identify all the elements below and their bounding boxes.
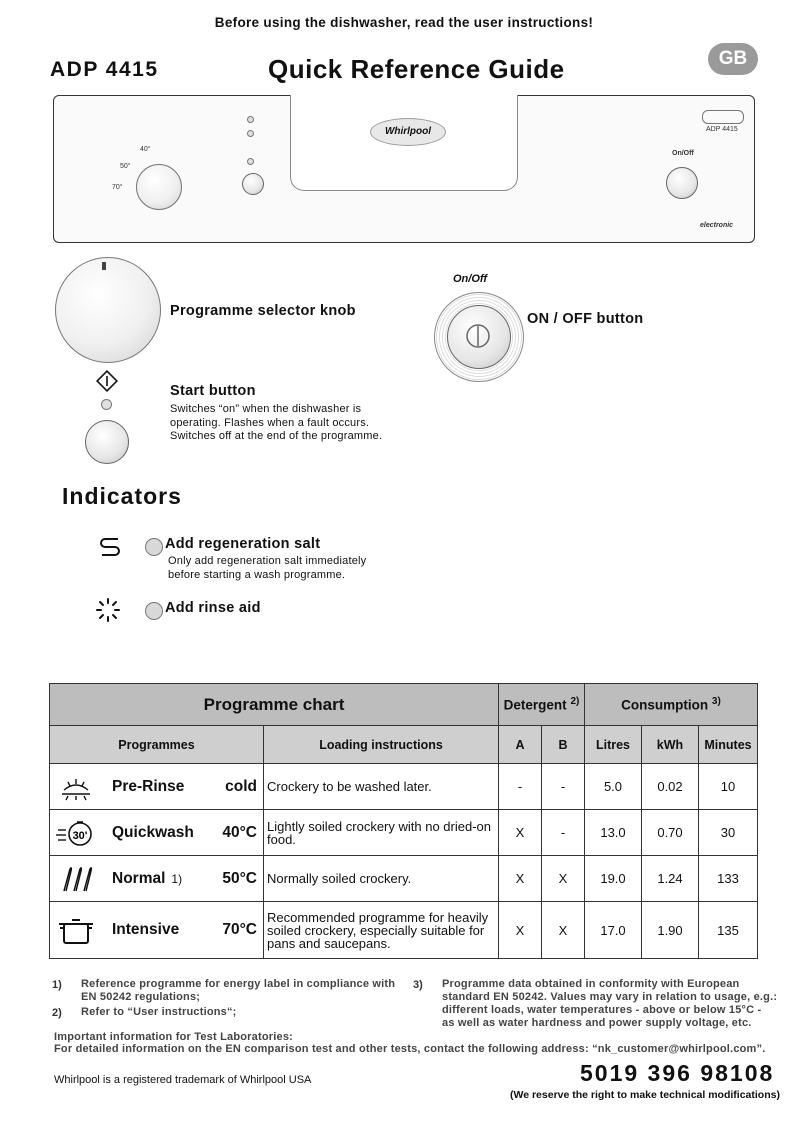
programme-ref: 1) xyxy=(171,871,183,886)
loading-cell: Recommended programme for heavily soiled crockery, especially suitable for pans and saucepans. xyxy=(264,902,499,959)
panel-electronic-label: electronic xyxy=(700,222,734,229)
footnote-2-number: 2) xyxy=(52,1007,62,1019)
col-minutes: Minutes xyxy=(699,726,758,764)
detergent-header: Detergent $^{2)}$ xyxy=(499,684,585,726)
chart-title: Programme chart xyxy=(50,684,499,726)
minutes-cell: 133 xyxy=(699,856,758,902)
onoff-label: ON / OFF button xyxy=(527,311,644,327)
footnote-3-number: 3) xyxy=(413,979,423,991)
kwh-cell: 1.90 xyxy=(642,902,699,959)
programme-cell xyxy=(50,764,264,810)
panel-mark-40: 40° xyxy=(140,146,151,153)
panel-start-led xyxy=(247,158,254,165)
panel-onoff-label: On/Off xyxy=(672,150,694,157)
salt-label: Add regeneration salt xyxy=(165,536,321,552)
programme-cell xyxy=(50,856,264,902)
panel-start-button xyxy=(242,173,264,195)
footnote-1-number: 1) xyxy=(52,979,62,991)
programme-selector-knob xyxy=(55,257,161,363)
top-note: Before using the dishwasher, read the user instructions! xyxy=(214,15,594,30)
panel-selector-knob xyxy=(136,164,182,210)
quickwash-icon xyxy=(50,818,102,848)
detergent-a-cell: - xyxy=(499,764,542,810)
reserve-note: (We reserve the right to make technical modifications) xyxy=(510,1089,780,1101)
panel-mark-70: 70° xyxy=(112,184,123,191)
programme-temp: cold xyxy=(225,777,257,795)
detergent-a-cell: X xyxy=(499,810,542,856)
onoff-caption: On/Off xyxy=(453,273,488,285)
programme-cell xyxy=(50,810,264,856)
programme-chart xyxy=(49,683,758,959)
litres-cell: 17.0 xyxy=(585,902,642,959)
kwh-cell: 0.70 xyxy=(642,810,699,856)
start-description: Switches “on” when the dishwasher is operating. Flashes when a fault occurs. Switches off at the end of the programme. xyxy=(170,403,383,442)
test-lab-info: For detailed information on the EN comparison test and other tests, contact the following address: “nk_customer@whirlpool.com”. xyxy=(54,1043,766,1055)
loading-cell: Lightly soiled crockery with no dried-on food. xyxy=(264,810,499,856)
loading-cell: Crockery to be washed later. xyxy=(264,764,499,810)
knob-indicator-mark xyxy=(102,262,106,270)
col-programmes: Programmes xyxy=(50,726,264,764)
programme-name: Quickwash xyxy=(112,823,194,841)
litres-cell: 19.0 xyxy=(585,856,642,902)
panel-salt-led xyxy=(247,116,254,123)
table-row xyxy=(50,810,758,856)
programme-name: Pre-Rinse xyxy=(112,777,185,795)
loading-cell: Normally soiled crockery. xyxy=(264,856,499,902)
rinse-aid-icon xyxy=(95,597,121,623)
rinse-indicator-led xyxy=(145,602,163,620)
litres-cell: 13.0 xyxy=(585,810,642,856)
start-button-illustration xyxy=(85,420,129,464)
col-kwh: kWh xyxy=(642,726,699,764)
normal-icon xyxy=(50,863,102,895)
page-title: Quick Reference Guide xyxy=(268,54,565,84)
panel-brand-logo: Whirlpool xyxy=(370,118,446,146)
footnote-2: Refer to “User instructions“; xyxy=(81,1006,237,1018)
table-row xyxy=(50,902,758,959)
svg-text:30': 30' xyxy=(72,829,88,842)
panel-mark-50: 50° xyxy=(120,163,131,170)
model-number: ADP 4415 xyxy=(50,58,159,81)
indicators-title: Indicators xyxy=(62,483,182,509)
detergent-a-cell: X xyxy=(499,902,542,959)
col-loading: Loading instructions xyxy=(264,726,499,764)
table-row xyxy=(50,764,758,810)
programme-name: Normal xyxy=(112,869,166,887)
selector-label: Programme selector knob xyxy=(170,303,356,319)
start-led xyxy=(101,399,112,410)
salt-icon xyxy=(98,534,122,558)
start-icon xyxy=(96,370,118,392)
col-detergent-a: A xyxy=(499,726,542,764)
panel-badge xyxy=(702,110,744,124)
pre-rinse-icon xyxy=(50,772,102,802)
kwh-cell: 0.02 xyxy=(642,764,699,810)
detergent-b-cell: - xyxy=(542,764,585,810)
programme-name: Intensive xyxy=(112,921,180,938)
start-label: Start button xyxy=(170,383,256,399)
minutes-cell: 10 xyxy=(699,764,758,810)
salt-indicator-led xyxy=(145,538,163,556)
kwh-cell: 1.24 xyxy=(642,856,699,902)
detergent-b-cell: X xyxy=(542,902,585,959)
panel-rinse-led xyxy=(247,130,254,137)
footnote-3: Programme data obtained in conformity with European standard EN 50242. Values may vary in relation to usage, e.g.: different loads, water temperatures - above or below 15°C - as well as water hardness and power supply voltage, etc. xyxy=(442,978,778,1029)
panel-onoff-button xyxy=(666,167,698,199)
programme-temp: 50°C xyxy=(222,869,257,887)
consumption-header: Consumption $^{3)}$ xyxy=(585,684,758,726)
power-icon xyxy=(462,320,494,352)
minutes-cell: 30 xyxy=(699,810,758,856)
minutes-cell: 135 xyxy=(699,902,758,959)
programme-temp: 40°C xyxy=(222,823,257,841)
salt-description: Only add regeneration salt immediately before starting a wash programme. xyxy=(168,555,367,581)
test-lab-heading: Important information for Test Laboratories: xyxy=(54,1031,293,1043)
table-row xyxy=(50,856,758,902)
document-code: 5019 396 98108 xyxy=(580,1060,775,1086)
detergent-b-cell: - xyxy=(542,810,585,856)
panel-model-small: ADP 4415 xyxy=(706,126,738,133)
rinse-label: Add rinse aid xyxy=(165,600,261,616)
col-litres: Litres xyxy=(585,726,642,764)
col-detergent-b: B xyxy=(542,726,585,764)
footnote-1: Reference programme for energy label in compliance with EN 50242 regulations; xyxy=(81,978,396,1003)
trademark-note: Whirlpool is a registered trademark of Whirlpool USA xyxy=(54,1074,312,1086)
programme-cell xyxy=(50,902,264,959)
detergent-b-cell: X xyxy=(542,856,585,902)
country-badge: GB xyxy=(708,43,758,75)
programme-temp: 70°C xyxy=(222,921,257,938)
intensive-pot-icon xyxy=(50,913,102,947)
detergent-a-cell: X xyxy=(499,856,542,902)
litres-cell: 5.0 xyxy=(585,764,642,810)
